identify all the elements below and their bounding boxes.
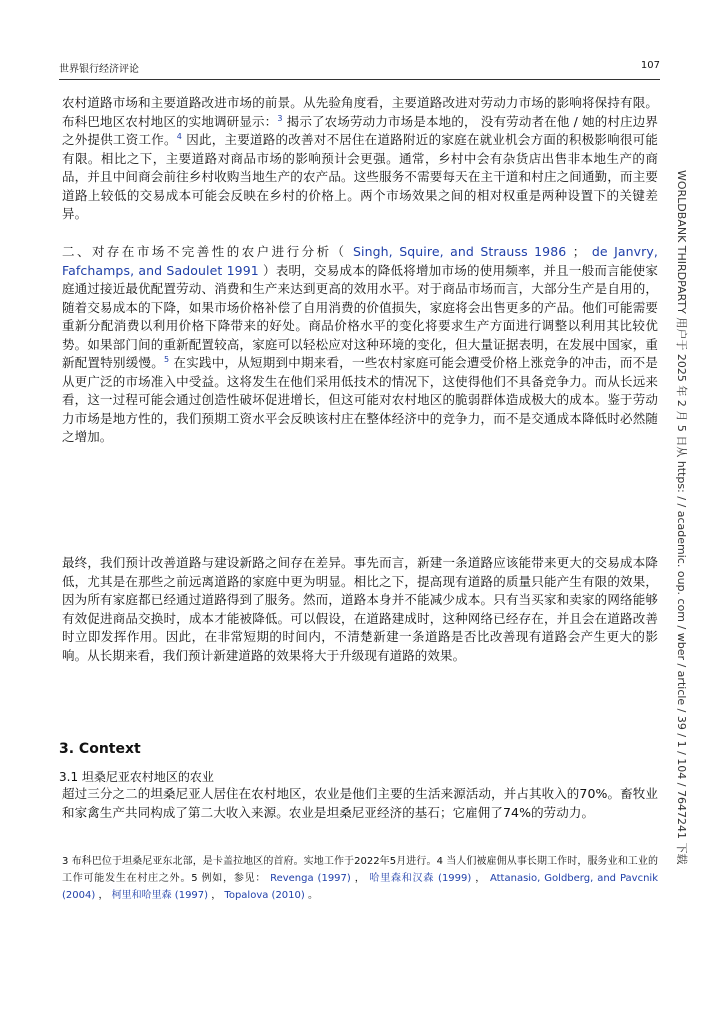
paragraph-1: [62, 94, 658, 224]
header-divider: [59, 79, 660, 80]
footnote-ref-5[interactable]: 5: [164, 354, 170, 364]
footnote-separator-4: ，: [208, 890, 225, 901]
citation-separator: ；: [566, 244, 592, 259]
paragraph-3: 最终，我们预计改善道路与建设新路之间存在差异。事先而言，新建一条道路应该能带来更大的交易成本降低，尤其是在那些之前远离道路的家庭中更为明显。相比之下，提高现有道路的质量只能产生有限的效果，因为所有家庭都已经通过道路得到了服务。然而，道路本身并不能减少成本。只有当买家和卖家的网络能够有效促进商品交换时，成本才能被降低。可以假设，在道路建成时，这种网络已经存在，并且会在道路改善时立即发挥作用。因此，在非常短期的时间内，不清楚新建一条道路是否比改善现有道路会产生更大的影响。从长期来看，我们预计新建道路的效果将大于升级现有道路的效果。: [62, 555, 658, 663]
paragraph-1-text-b: 揭示了农场劳动力市场是本地的， 没有劳动者在他 / 她的村庄边界之外提供工资工作。: [62, 113, 659, 147]
citation-de-janvry-1991[interactable]: de Janvry, Fafchamps, and Sadoulet 1991: [62, 244, 658, 278]
footnotes: [62, 853, 658, 904]
citation-harrison-hanson-1999[interactable]: 哈里森和汉森 (1999): [369, 873, 472, 884]
footnote-separator-1: ，: [350, 873, 370, 884]
page-number: 107: [640, 60, 660, 71]
subsection-heading: 3.1 坦桑尼亚农村地区的农业: [59, 770, 214, 784]
citation-revenga-1997[interactable]: Revenga (1997): [270, 873, 351, 884]
journal-title: 世界银行经济评论: [59, 64, 139, 75]
paragraph-1-text-a: 农村道路市场和主要道路改进市场的前景。从先验角度看，主要道路改进对劳动力市场的影响将保持有限。布科巴地区农村地区的实地调研显示：: [62, 95, 658, 129]
section-heading: 3. Context: [59, 741, 141, 757]
download-watermark: WORLDBANK THIRDPARTY 用户于 2025 年 2 月 5 日从 https: / / academic. oup. com / wber / article / 39 / 1 / 104 / 7647241 下载: [675, 170, 688, 865]
paragraph-4: 超过三分之二的坦桑尼亚人居住在农村地区，农业是他们主要的生活来源活动，并占其收入的70%。畜牧业和家禽生产共同构成了第二大收入来源。农业是坦桑尼亚经济的基石；它雇佣了74%的劳动力。: [62, 786, 658, 820]
paragraph-2-text-c: 在实践中，从短期到中期来看，一些农村家庭可能会遭受价格上涨竞争的冲击，而不是从更广泛的市场准入中受益。这将发生在他们采用低技术的情况下，这使得他们不具备竞争力。而从长远来看，这一过程可能会通过创造性破坏促进增长，但这可能对农村地区的脆弱群体造成极大的成本。鉴于劳动力市场是地方性的，我们预期工资水平会反映该村庄在整体经济中的竞争力，而不是交通成本降低时必然随之增加。: [62, 355, 658, 444]
footnote-ref-4[interactable]: 4: [176, 131, 182, 141]
citation-currie-harrison-1997[interactable]: 柯里和哈里森 (1997): [111, 890, 209, 901]
footnote-end: 。: [304, 890, 318, 901]
paragraph-2-text-b: ）表明，交易成本的降低将增加市场的使用频率，并且一般而言能使家庭通过接近最优配置劳动、消费和生产来达到更高的效用水平。对于商品市场而言，大部分生产是自用的，随着交易成本的下降，如果市场价格补偿了自用消费的价值损失，家庭将会出售更多的产品。他们可能需要重新分配消费以利用价格下降带来的好处。商品价格水平的变化将要求生产方面进行调整以利用其比较优势。如果部门间的重新配置较高，家庭可以轻松应对这种环境的变化，但大量证据表明，在发展中国家，重新配置特别缓慢。: [62, 262, 658, 370]
paragraph-2: [62, 243, 658, 447]
citation-topalova-2010[interactable]: Topalova (2010): [224, 890, 305, 901]
citation-singh-1986[interactable]: Singh, Squire, and Strauss 1986: [352, 244, 567, 259]
footnotes-text: 3 布科巴位于坦桑尼亚东北部，是卡盖拉地区的首府。实地工作于2022年5月进行。4 当人们被雇佣从事长期工作时，服务业和工业的工作可能发生在村庄之外。5 例如，参见：: [62, 856, 658, 884]
footnote-ref-3[interactable]: 3: [277, 113, 283, 123]
paragraph-2-text-a: 二、对存在市场不完善性的农户进行分析（: [62, 244, 353, 259]
footnote-separator-2: ，: [471, 873, 490, 884]
paragraph-1-text-c: 因此，主要道路的改善对不居住在道路附近的家庭在就业机会方面的积极影响很可能有限。相比之下，主要道路对商品市场的影响预计会更强。通常，乡村中会有杂货店出售非本地生产的商品，并且中间商会前往乡村收购当地生产的农产品。这些服务不需要每天在主干道和村庄之间通勤，而主要道路上较低的交易成本可能会反映在乡村的价格上。两个市场效果之间的相对权重是两种设置下的关键差异。: [62, 132, 658, 221]
footnote-separator-3: ，: [95, 890, 112, 901]
citation-attanasio-2004[interactable]: Attanasio, Goldberg, and Pavcnik (2004): [62, 873, 658, 901]
